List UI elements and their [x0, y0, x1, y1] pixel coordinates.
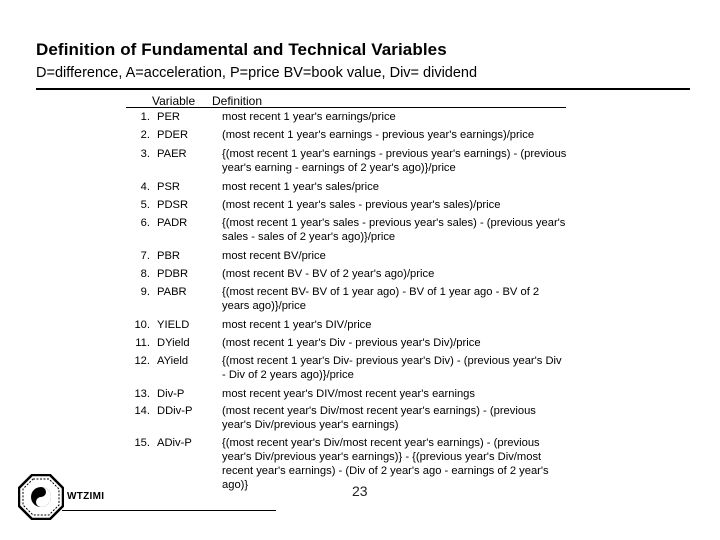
row-number: 11. — [135, 337, 150, 349]
row-variable: DDiv-P — [157, 405, 193, 417]
row-variable: Div-P — [157, 388, 185, 400]
row-definition: most recent 1 year's sales/price — [222, 181, 379, 193]
brand-name: WTZIMI — [67, 491, 105, 502]
row-definition: {(most recent 1 year's sales - previous year's sales) - (previous year's sales - sales of 2 year's ago)}/price — [222, 217, 566, 243]
slide-title: Definition of Fundamental and Technical Variables — [36, 40, 447, 59]
row-number: 8. — [140, 268, 150, 280]
row-definition: (most recent BV - BV of 2 year's ago)/price — [222, 268, 435, 280]
row-number: 4. — [140, 181, 150, 193]
row-definition: {(most recent 1 year's Div- previous year's Div) - (previous year's Div - Div of 2 years ago)}/price — [222, 355, 562, 381]
row-definition: most recent 1 year's DIV/price — [222, 319, 372, 331]
row-variable: AYield — [157, 355, 189, 367]
row-definition: most recent 1 year's earnings/price — [222, 111, 396, 123]
row-variable: YIELD — [157, 319, 190, 331]
footer-divider — [62, 510, 276, 511]
row-variable: PDSR — [157, 199, 189, 211]
row-definition: most recent BV/price — [222, 250, 326, 262]
row-number: 10. — [134, 319, 150, 331]
row-definition: {(most recent 1 year's earnings - previous year's earnings) - (previous year's earning - earnings of 2 year's ago)}/price — [222, 148, 567, 174]
row-number: 15. — [134, 437, 150, 449]
row-variable: PDBR — [157, 268, 189, 280]
row-number: 7. — [140, 250, 150, 262]
row-variable: PDER — [157, 129, 189, 141]
row-definition: (most recent 1 year's earnings - previous year's earnings)/price — [222, 129, 535, 141]
column-header-definition: Definition — [212, 94, 263, 108]
row-variable: PABR — [157, 286, 187, 298]
row-number: 6. — [140, 217, 150, 229]
table-header-rule — [126, 107, 566, 108]
row-number: 12. — [134, 355, 150, 367]
row-variable: PSR — [157, 181, 181, 193]
row-variable: PER — [157, 111, 181, 123]
row-number: 13. — [134, 388, 150, 400]
row-variable: DYield — [157, 337, 190, 349]
row-number: 9. — [140, 286, 150, 298]
row-variable: PADR — [157, 217, 188, 229]
row-variable: ADiv-P — [157, 437, 192, 449]
row-definition: {(most recent BV- BV of 1 year ago) - BV of 1 year ago - BV of 2 years ago)}/price — [222, 286, 540, 312]
row-variable: PBR — [157, 250, 181, 262]
row-variable: PAER — [157, 148, 187, 160]
column-header-variable: Variable — [152, 94, 196, 108]
title-divider — [36, 88, 690, 90]
row-definition: (most recent 1 year's Div - previous year's Div)/price — [222, 337, 481, 349]
page-number: 23 — [352, 483, 368, 499]
row-definition: (most recent year's Div/most recent year's earnings) - (previous year's Div/previous year's earnings) — [222, 405, 536, 431]
row-number: 1. — [140, 111, 150, 123]
row-number: 2. — [140, 129, 150, 141]
brand-logo-icon — [18, 474, 64, 520]
row-number: 5. — [140, 199, 150, 211]
row-definition: most recent year's DIV/most recent year's earnings — [222, 388, 475, 400]
slide-subtitle: D=difference, A=acceleration, P=price BV=book value, Div= dividend — [36, 65, 478, 81]
row-definition: {(most recent year's Div/most recent year's earnings) - (previous year's Div/previous year's earnings)} - {(previous year's Div/most recent year's earnings) - (Div of 2 year's ago - earnings of 2 year's ago)} — [222, 437, 549, 491]
row-definition: (most recent 1 year's sales - previous year's sales)/price — [222, 199, 501, 211]
row-number: 14. — [134, 405, 150, 417]
row-number: 3. — [140, 148, 150, 160]
